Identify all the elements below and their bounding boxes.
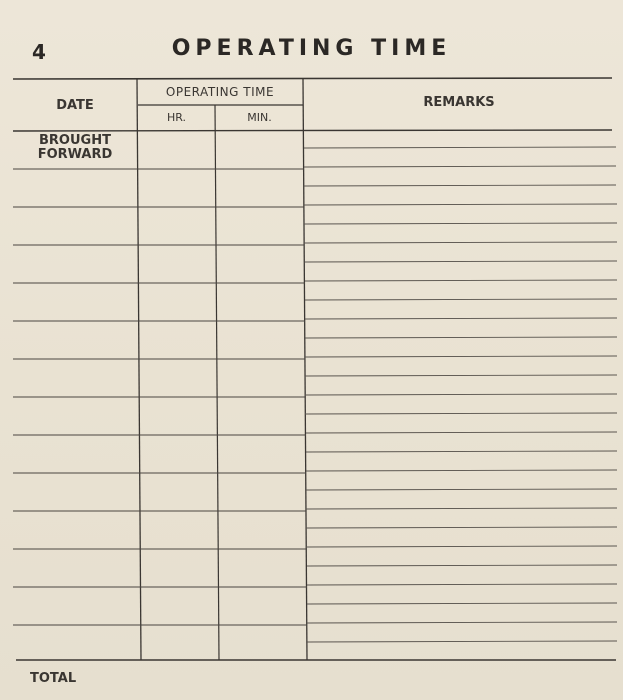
page-number: 4 [32, 40, 46, 64]
table-cell-min [218, 435, 304, 473]
table-cell-date [14, 625, 137, 663]
table-cell-hr [140, 397, 216, 435]
table-cell-remarks [307, 207, 615, 245]
table-cell-date [14, 511, 137, 549]
operating-time-header: OPERATING TIME [165, 85, 275, 99]
table-cell-min [218, 473, 304, 511]
table-cell-remarks [307, 359, 615, 397]
brought-forward-label: BROUGHT FORWARD [37, 133, 113, 162]
table-cell-hr [140, 549, 216, 587]
table-cell-date [14, 587, 137, 625]
table-cell-min [218, 549, 304, 587]
table-cell-date [14, 245, 137, 283]
table-cell-min [218, 321, 304, 359]
table-cell-date [14, 435, 137, 473]
hr-header: HR. [166, 111, 187, 124]
table-cell-min [218, 359, 304, 397]
table-cell-remarks [307, 169, 615, 207]
table-cell-remarks [307, 321, 615, 359]
table-cell-min [218, 587, 304, 625]
table-cell-min [218, 169, 304, 207]
page-title: OPERATING TIME [171, 36, 452, 61]
table-cell-hr [140, 511, 216, 549]
table-cell-hr [140, 207, 216, 245]
table-cell-hr [140, 169, 216, 207]
table-cell-hr [140, 435, 216, 473]
table-cell-remarks [307, 435, 615, 473]
table-cell-min [218, 511, 304, 549]
table-cell-hr [140, 359, 216, 397]
table-cell-date [14, 359, 137, 397]
table-cell-date [14, 169, 137, 207]
table-cell-date [14, 321, 137, 359]
header-top-rule [13, 78, 612, 79]
table-cell-remarks [307, 549, 615, 587]
table-cell-remarks [307, 473, 615, 511]
header-bottom-rule [13, 130, 612, 131]
table-cell-remarks [307, 511, 615, 549]
total-label: TOTAL [30, 671, 77, 686]
table-cell-min [218, 283, 304, 321]
table-cell-hr [140, 283, 216, 321]
table-cell-date [14, 207, 137, 245]
table-cell-date [14, 397, 137, 435]
table-cell-min [218, 245, 304, 283]
table-cell-min [218, 207, 304, 245]
table-cell-remarks [307, 625, 615, 663]
remarks-header: REMARKS [423, 95, 495, 110]
table-cell-date [14, 549, 137, 587]
table-cell-date [14, 283, 137, 321]
table-cell-min [218, 625, 304, 663]
table-cell-hr [140, 473, 216, 511]
table-cell-hr [140, 587, 216, 625]
table-cell-remarks [307, 587, 615, 625]
table-cell-hr [140, 245, 216, 283]
table-cell-min [218, 397, 304, 435]
date-header: DATE [56, 98, 94, 113]
min-header: MIN. [247, 111, 272, 124]
table-cell-hr [140, 321, 216, 359]
table-cell-hr [140, 625, 216, 663]
table-cell-remarks [307, 245, 615, 283]
table-cell-remarks [307, 283, 615, 321]
table-cell-date [14, 473, 137, 511]
table-cell-remarks [307, 397, 615, 435]
